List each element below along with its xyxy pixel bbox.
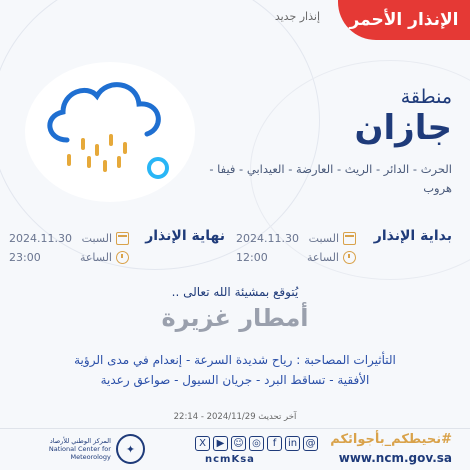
social-icons	[195, 436, 318, 451]
region-label: منطقة	[400, 86, 452, 108]
alert-start-time-label: الساعة	[306, 251, 339, 264]
last-updated: آخر تحديث 2024/11/29 - 22:14	[173, 412, 297, 422]
logo-text-ar: المركز الوطني للأرصاد	[49, 437, 111, 445]
effects-line-2: الأفقية - تساقط البرد - جريان السيول - صواعق رعدية	[100, 373, 370, 387]
alert-end-day-row	[82, 232, 129, 245]
hashtag: #نحيطكم_بأجوائكم	[330, 432, 452, 447]
forecast-phenomenon: أمطار غزيرة	[161, 304, 309, 332]
youtube-icon[interactable]: ▶	[213, 436, 228, 451]
social-handle: ncmKsa	[205, 454, 255, 465]
alert-end-time: 23:00	[9, 251, 41, 264]
calendar-icon	[343, 232, 356, 245]
x-icon[interactable]: X	[195, 436, 210, 451]
alert-end-time-label: الساعة	[79, 251, 112, 264]
ncm-seal-icon: ✦	[116, 434, 145, 464]
calendar-icon	[116, 232, 129, 245]
alert-start-day-row	[309, 232, 356, 245]
rain-cloud-icon	[25, 62, 195, 202]
ncm-logo	[10, 432, 145, 466]
alert-end-time-row	[80, 251, 129, 264]
alert-end-title: نهاية الإنذار	[145, 228, 225, 244]
alert-end-day: السبت	[81, 232, 112, 245]
alert-end-date: 2024.11.30	[9, 232, 72, 245]
threads-icon[interactable]: @	[303, 436, 318, 451]
website-link[interactable]: www.ncm.gov.sa	[338, 451, 452, 465]
localities-list: الحرث - الدائر - الريث - العارضة - العيدابي - فيفا - هروب	[209, 162, 452, 195]
snapchat-icon[interactable]: ☺	[231, 436, 246, 451]
alert-start-title: بداية الإنذار	[373, 228, 452, 244]
logo-text-en: National Center for Meteorology	[48, 445, 111, 461]
clock-icon	[343, 251, 356, 264]
footer-divider	[0, 428, 470, 429]
facebook-icon[interactable]: f	[267, 436, 282, 451]
alert-level-badge	[338, 0, 470, 40]
logo-text	[10, 437, 111, 461]
region-name: جازان	[354, 108, 452, 148]
alert-start-date: 2024.11.30	[236, 232, 299, 245]
alert-start-time-row	[307, 251, 356, 264]
clock-icon	[116, 251, 129, 264]
forecast-effects	[30, 350, 440, 390]
alert-start-time: 12:00	[236, 251, 268, 264]
alert-level-label: الإنذار الأحمر	[349, 10, 459, 30]
new-alert-label: إنذار جديد	[274, 10, 320, 23]
instagram-icon[interactable]: ◎	[249, 436, 264, 451]
alert-start-day: السبت	[308, 232, 339, 245]
linkedin-icon[interactable]: in	[285, 436, 300, 451]
forecast-intro: يُتوقع بمشيئة الله تعالى ..	[171, 285, 299, 299]
effects-line-1: التأثيرات المصاحبة : رياح شديدة السرعة - إنعدام في مدى الرؤية	[74, 353, 396, 367]
